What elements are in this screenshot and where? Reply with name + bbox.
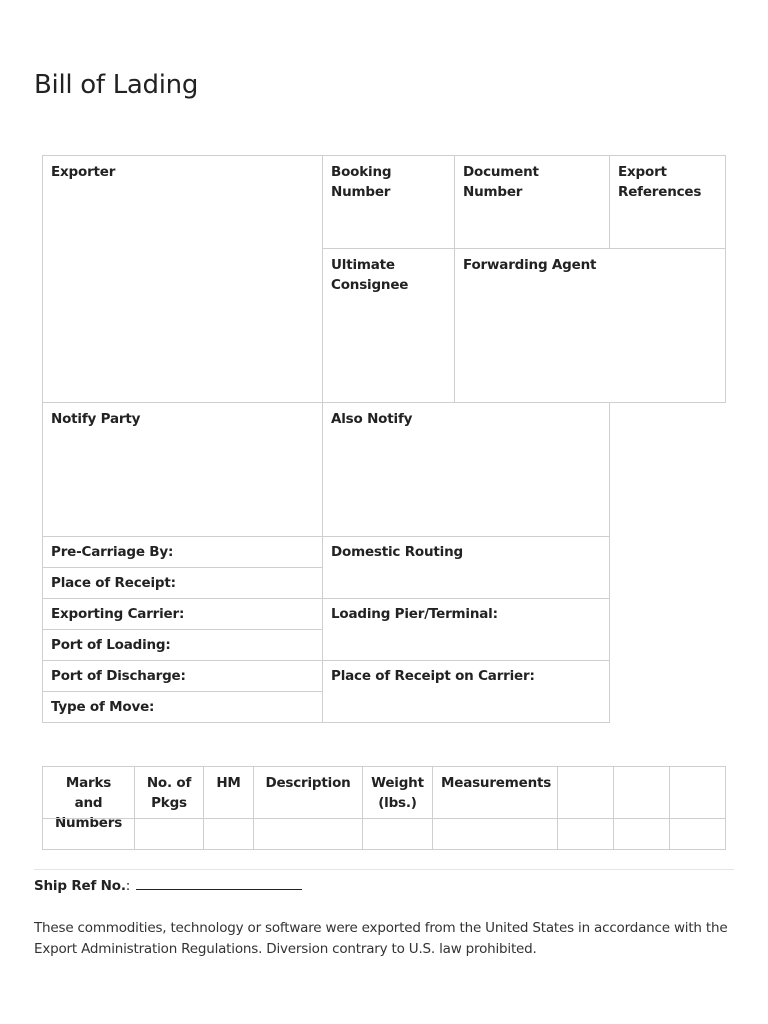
col-label: Weight (lbs.) [371, 775, 424, 811]
document-number-field[interactable] [454, 155, 610, 249]
col-blank-2 [613, 766, 670, 819]
col-hm [203, 766, 254, 819]
col-blank-1 [557, 766, 614, 819]
exporter-field[interactable] [42, 155, 323, 403]
table-cell[interactable] [432, 818, 558, 850]
ship-ref-blank-line[interactable] [136, 876, 302, 890]
table-cell[interactable] [253, 818, 363, 850]
notify-party-field[interactable] [42, 402, 323, 537]
port-of-discharge-field[interactable] [42, 660, 323, 692]
booking-number-label: Booking Number [331, 164, 392, 200]
col-no-of-pkgs [134, 766, 204, 819]
table-cell[interactable] [557, 818, 614, 850]
ultimate-consignee-field[interactable] [322, 248, 455, 403]
domestic-routing-label: Domestic Routing [331, 544, 463, 560]
place-of-receipt-carrier-field[interactable] [322, 660, 610, 723]
col-marks-and-numbers [42, 766, 135, 831]
col-weight [362, 766, 433, 819]
type-of-move-field[interactable] [42, 691, 323, 723]
export-references-label: Export References [618, 164, 702, 200]
booking-number-field[interactable] [322, 155, 455, 249]
pre-carriage-field[interactable] [42, 536, 323, 568]
page-title: Bill of Lading [34, 70, 199, 100]
table-cell[interactable] [669, 818, 726, 850]
table-cell[interactable] [362, 818, 433, 850]
export-notice: These commodities, technology or software were exported from the United States in accordance with the Export Administration Regulations. Diversion contrary to U.S. law prohibited. [34, 920, 728, 957]
exporter-label: Exporter [51, 164, 116, 180]
col-blank-3 [669, 766, 726, 819]
place-of-receipt-label: Place of Receipt: [51, 575, 176, 591]
col-description [253, 766, 363, 819]
ship-ref-label: Ship Ref No. [34, 878, 126, 894]
loading-pier-label: Loading Pier/Terminal: [331, 606, 498, 622]
section-divider [34, 869, 734, 870]
col-measurements [432, 766, 558, 819]
port-of-loading-label: Port of Loading: [51, 637, 171, 653]
loading-pier-field[interactable] [322, 598, 610, 661]
port-of-loading-field[interactable] [42, 629, 323, 661]
domestic-routing-field[interactable] [322, 536, 610, 599]
col-label: Marks and Numbers [54, 775, 123, 831]
ship-ref-colon: : [125, 878, 131, 894]
place-of-receipt-carrier-label: Place of Receipt on Carrier: [331, 668, 535, 684]
col-label: No. of Pkgs [146, 775, 192, 811]
table-cell[interactable] [134, 818, 204, 850]
place-of-receipt-field[interactable] [42, 567, 323, 599]
col-label: HM [216, 775, 241, 791]
document-number-label: Document Number [463, 164, 539, 200]
also-notify-label: Also Notify [331, 411, 413, 427]
table-cell[interactable] [203, 818, 254, 850]
pre-carriage-label: Pre-Carriage By: [51, 544, 174, 560]
exporting-carrier-label: Exporting Carrier: [51, 606, 185, 622]
col-label: Measurements [441, 775, 552, 791]
ultimate-consignee-label: Ultimate Consignee [331, 257, 409, 293]
ship-ref-field[interactable] [34, 876, 302, 896]
port-of-discharge-label: Port of Discharge: [51, 668, 186, 684]
table-cell[interactable] [42, 818, 135, 850]
exporting-carrier-field[interactable] [42, 598, 323, 630]
also-notify-field[interactable] [322, 402, 610, 537]
notify-party-label: Notify Party [51, 411, 141, 427]
forwarding-agent-label: Forwarding Agent [463, 257, 597, 273]
type-of-move-label: Type of Move: [51, 699, 155, 715]
forwarding-agent-field[interactable] [454, 248, 726, 403]
table-cell[interactable] [613, 818, 670, 850]
export-references-field[interactable] [609, 155, 726, 249]
col-label: Description [265, 775, 351, 791]
